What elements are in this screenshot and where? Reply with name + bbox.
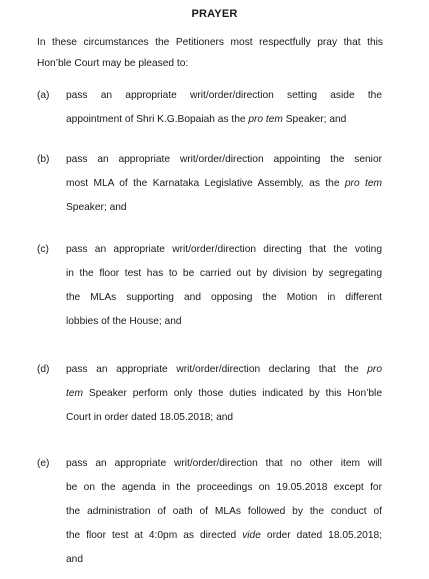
- prayer-line: and: [66, 554, 83, 565]
- prayer-item-text: [66, 84, 382, 132]
- prayer-line: in the floor test has to be carried out by division by segregating: [66, 268, 382, 279]
- prayer-item-label: (a): [37, 90, 50, 101]
- prayer-line: lobbies of the House; and: [66, 316, 182, 327]
- prayer-line: the administration of oath of MLAs followed by the conduct of: [66, 506, 382, 517]
- prayer-line: pass an appropriate writ/order/direction setting aside the: [66, 90, 382, 101]
- prayer-line: tem Speaker perform only those duties indicated by this Hon’ble: [66, 388, 382, 399]
- prayer-line: most MLA of the Karnataka Legislative Assembly, as the pro tem: [66, 178, 382, 189]
- prayer-line: Speaker; and: [66, 202, 127, 213]
- italic-term: pro: [367, 364, 382, 375]
- italic-term: pro tem: [248, 114, 283, 125]
- prayer-line: pass an appropriate writ/order/direction declaring that the pro: [66, 364, 382, 375]
- prayer-item-text: [66, 148, 382, 220]
- prayer-line: pass an appropriate writ/order/direction directing that the voting: [66, 244, 382, 255]
- prayer-line: the MLAs supporting and opposing the Motion in different: [66, 292, 382, 303]
- prayer-line: appointment of Shri K.G.Bopaiah as the pro tem Speaker; and: [66, 114, 347, 125]
- prayer-line: be on the agenda in the proceedings on 19.05.2018 except for: [66, 482, 382, 493]
- intro-line: Hon’ble Court may be pleased to:: [37, 58, 189, 69]
- prayer-item-label: (d): [37, 364, 50, 375]
- italic-term: pro tem: [344, 178, 382, 189]
- prayer-line: Court in order dated 18.05.2018; and: [66, 412, 234, 423]
- prayer-item-label: (e): [37, 458, 50, 469]
- prayer-line: pass an appropriate writ/order/direction that no other item will: [66, 458, 382, 469]
- italic-term: tem: [66, 388, 83, 399]
- prayer-item-text: [66, 358, 382, 430]
- intro-paragraph: [37, 32, 383, 74]
- intro-line: In these circumstances the Petitioners most respectfully pray that this: [37, 37, 383, 48]
- prayer-item-text: [66, 452, 382, 572]
- italic-term: vide: [242, 530, 261, 541]
- prayer-item-label: (c): [37, 244, 49, 255]
- page-title: PRAYER: [191, 8, 238, 20]
- prayer-line: pass an appropriate writ/order/direction appointing the senior: [66, 154, 382, 165]
- prayer-line: the floor test at 4:0pm as directed vide order dated 18.05.2018;: [66, 530, 382, 541]
- prayer-item-label: (b): [37, 154, 50, 165]
